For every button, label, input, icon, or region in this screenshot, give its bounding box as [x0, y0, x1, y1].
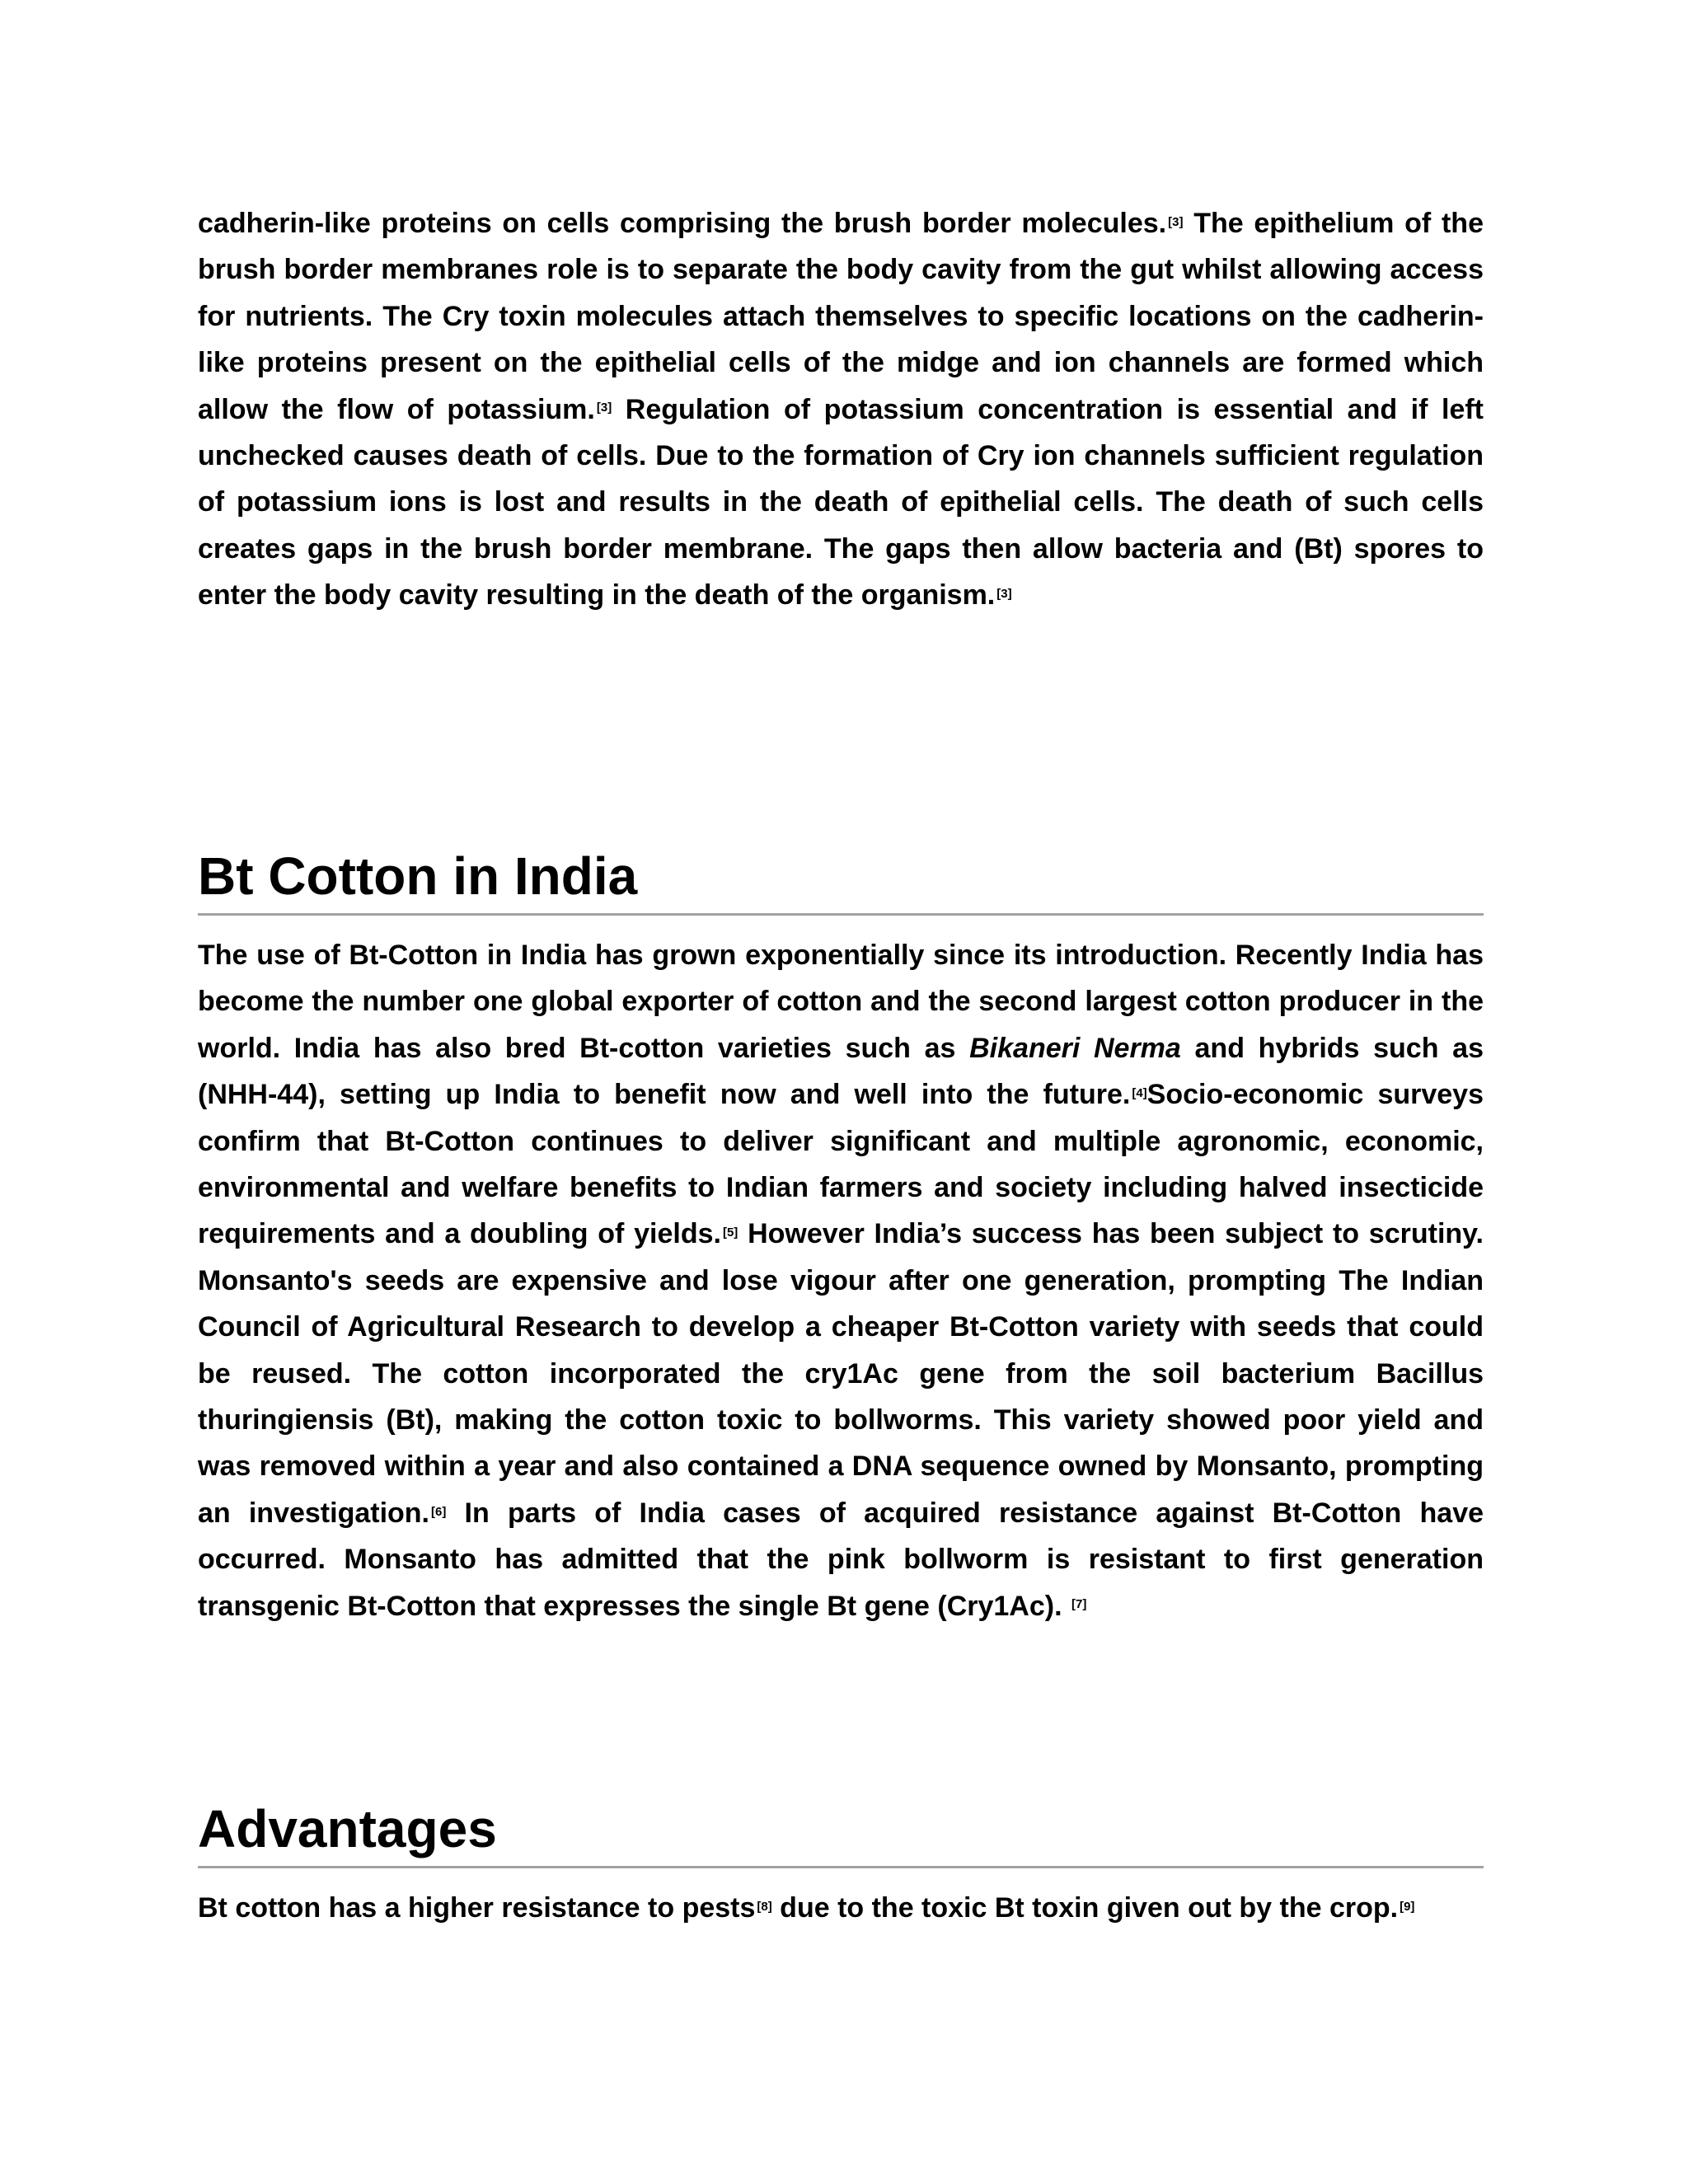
paragraph-text: The use of Bt-Cotton in India has grown exponentially since its introduction. Recently India has become the number one global exporter of cotton and the second largest cotton producer in the world. India has also bred Bt-cotton varieties such as — [198, 940, 1484, 1064]
reference-link[interactable]: [4] — [1132, 1085, 1147, 1100]
paragraph-text: cadherin-like proteins on cells comprising the brush border molecules. — [198, 208, 1167, 239]
section-heading-advantages: Advantages — [198, 1800, 1484, 1868]
reference-link[interactable]: [7] — [1071, 1597, 1087, 1612]
paragraph-text: and hybrids such as (NHH-44), setting up India to benefit now and well into the future. — [198, 1032, 1484, 1111]
reference-link[interactable]: [3] — [1168, 214, 1184, 229]
reference-link[interactable]: [3] — [596, 401, 612, 415]
paragraph-text: Socio-economic surveys confirm that Bt-Cotton continues to deliver significant and multiple agronomic, economic, environmental and welfare benefits to Indian farmers and society including halved insecticide requirements and a doubling of yields. — [198, 1079, 1484, 1250]
paragraph-text: due to the toxic Bt toxin given out by the crop. — [771, 1892, 1399, 1924]
paragraph-text: The epithelium of the brush border membranes role is to separate the body cavity from the gut whilst allowing access for nutrients. The Cry toxin molecules attach themselves to specific locations on the cadherin-like proteins present on the epithelial cells of the midge and ion channels are formed which allow the flow of potassium. — [198, 208, 1484, 425]
reference-link[interactable]: [6] — [431, 1504, 447, 1519]
paragraph-bt-cotton-in-india — [198, 932, 1484, 1629]
paragraph-advantages — [198, 1885, 1484, 1931]
paragraph-text: However India’s success has been subject to scrutiny. Monsanto's seeds are expensive and lose vigour after one generation, prompting The Indian Council of Agricultural Research to develop a cheaper Bt-Cotton variety with seeds that could be reused. The cotton incorporated the cry1Ac gene from the soil bacterium Bacillus thuringiensis (Bt), making the cotton toxic to bollworms. This variety showed poor yield and was removed within a year and also contained a DNA sequence owned by Monsanto, prompting an investigation. — [198, 1218, 1484, 1529]
reference-link[interactable]: [8] — [757, 1899, 772, 1914]
section-heading-bt-cotton-in-india: Bt Cotton in India — [198, 847, 1484, 916]
paragraph-text: Bt cotton has a higher resistance to pests — [198, 1892, 756, 1924]
italic-variety-name: Bikaneri Nerma — [969, 1032, 1181, 1064]
paragraph-cry-toxin-mechanism — [198, 200, 1484, 619]
reference-link[interactable]: [3] — [996, 587, 1012, 601]
reference-link[interactable]: [9] — [1400, 1899, 1415, 1914]
reference-link[interactable]: [5] — [722, 1226, 738, 1240]
paragraph-text: In parts of India cases of acquired resistance against Bt-Cotton have occurred. Monsanto has admitted that the pink bollworm is resistant to first generation transgenic Bt-Cotton that expresses the single Bt gene (Cry1Ac). — [198, 1497, 1484, 1622]
paragraph-text: Regulation of potassium concentration is essential and if left unchecked causes death of cells. Due to the formation of Cry ion channels sufficient regulation of potassium ions is lost and results in the death of epithelial cells. The death of such cells creates gaps in the brush border membrane. The gaps then allow bacteria and (Bt) spores to enter the body cavity resulting in the death of the organism. — [198, 393, 1484, 612]
